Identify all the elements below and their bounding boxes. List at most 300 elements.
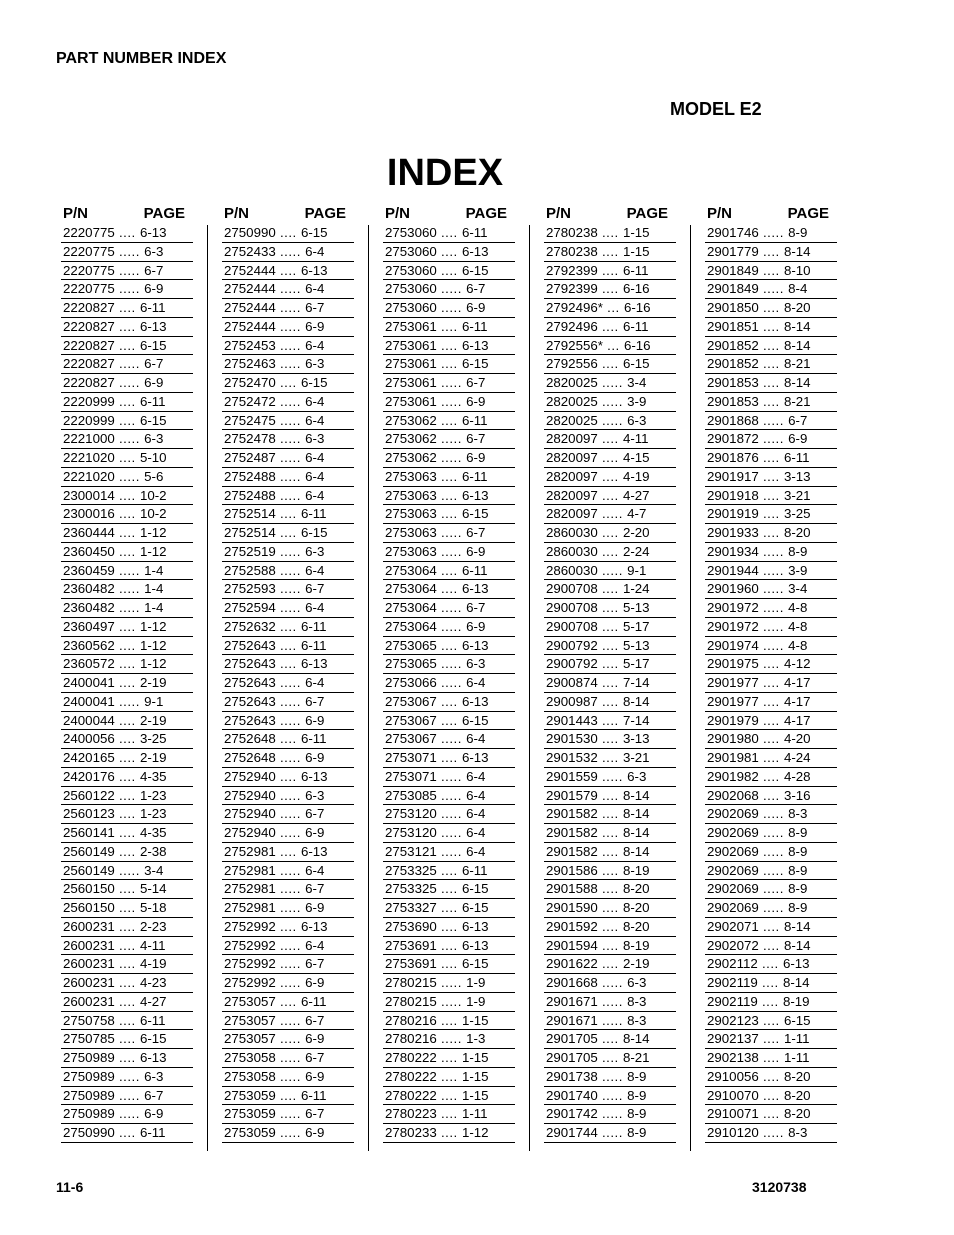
page-reference: 6-11 — [783, 450, 810, 465]
page-reference: 6-4 — [305, 562, 325, 578]
dot-leader: .... — [436, 862, 462, 878]
dot-leader: .... — [275, 918, 301, 934]
index-entry — [383, 505, 515, 524]
page-reference: 6-9 — [305, 1125, 325, 1140]
part-number: 2820097 — [546, 450, 598, 465]
part-number: 2752514 — [224, 525, 276, 540]
index-entry — [383, 430, 515, 449]
page-reference: 6-3 — [627, 975, 647, 990]
part-number: 2753120 — [385, 825, 437, 840]
index-entry — [383, 280, 515, 299]
part-number: 2753121 — [385, 843, 437, 859]
index-entry — [383, 974, 515, 993]
page-reference: 6-4 — [305, 937, 325, 953]
index-entry — [61, 899, 193, 918]
index-entry — [222, 262, 354, 281]
dot-leader: ..... — [114, 693, 145, 709]
part-number: 2753058 — [224, 1050, 276, 1065]
part-number: 2560149 — [63, 862, 115, 878]
dot-leader: ..... — [275, 243, 306, 259]
page-reference: 6-4 — [466, 675, 486, 690]
index-entry — [544, 505, 676, 524]
page-reference: 6-9 — [305, 750, 325, 765]
dot-leader: ..... — [436, 975, 467, 990]
dot-leader: .... — [758, 712, 784, 728]
index-entry — [61, 412, 193, 431]
pn-header: P/N — [385, 205, 411, 222]
page-reference: 8-3 — [627, 1012, 647, 1028]
dot-leader: ..... — [275, 450, 306, 465]
part-number: 2600231 — [63, 956, 115, 972]
column-divider — [690, 225, 691, 1151]
part-number: 2752594 — [224, 600, 276, 615]
page-reference: 5-13 — [622, 637, 650, 653]
page-reference: 8-14 — [622, 825, 650, 840]
dot-leader: ..... — [758, 562, 789, 578]
part-number: 2753060 — [385, 243, 437, 259]
part-number: 2753325 — [385, 881, 437, 897]
index-entry — [705, 937, 837, 956]
page-reference: 8-19 — [622, 862, 650, 878]
index-entry — [705, 374, 837, 393]
page-reference: 6-13 — [782, 956, 810, 972]
index-entry — [222, 374, 354, 393]
page-reference: 1-11 — [783, 1031, 810, 1047]
dot-leader: .... — [597, 693, 623, 709]
dot-leader: ..... — [758, 900, 789, 915]
index-entry — [61, 468, 193, 487]
page-reference: 6-11 — [300, 506, 327, 522]
index-entry — [544, 337, 676, 356]
dot-leader: .... — [436, 900, 462, 915]
dot-leader: .... — [275, 618, 301, 634]
dot-leader: ..... — [436, 281, 467, 297]
part-number: 2753061 — [385, 375, 437, 390]
part-number: 2752981 — [224, 881, 276, 897]
index-entry — [544, 355, 676, 374]
index-entry — [705, 449, 837, 468]
part-number: 2220827 — [63, 356, 115, 372]
dot-leader: .... — [436, 487, 462, 503]
part-number: 2860030 — [546, 525, 598, 540]
part-number: 2752940 — [224, 768, 276, 784]
part-number: 2901622 — [546, 956, 598, 972]
dot-leader: .... — [114, 225, 140, 240]
index-entry — [222, 1068, 354, 1087]
dot-leader: .... — [758, 1012, 784, 1028]
page-reference: 6-13 — [139, 318, 167, 334]
index-entry — [61, 937, 193, 956]
part-number: 2753064 — [385, 581, 437, 597]
page-reference: 6-11 — [300, 1087, 327, 1103]
index-column — [705, 204, 837, 1143]
index-entry — [705, 580, 837, 599]
index-entry — [383, 618, 515, 637]
page-reference: 6-4 — [305, 450, 325, 465]
dot-leader: .... — [436, 562, 462, 578]
page-reference: 6-7 — [305, 300, 325, 315]
part-number: 2910120 — [707, 1125, 759, 1140]
index-entry — [222, 430, 354, 449]
index-entry — [544, 262, 676, 281]
dot-leader: .... — [758, 487, 784, 503]
index-entry — [61, 805, 193, 824]
part-number: 2901972 — [707, 600, 759, 615]
index-entry — [705, 918, 837, 937]
part-number: 2792556* — [546, 337, 603, 353]
index-entry — [222, 693, 354, 712]
page-reference: 6-13 — [461, 637, 489, 653]
index-entry — [222, 599, 354, 618]
index-entry — [61, 393, 193, 412]
page-reference: 6-15 — [461, 506, 489, 522]
dot-leader: .... — [114, 1012, 140, 1028]
index-entry — [383, 880, 515, 899]
page-reference: 4-19 — [139, 956, 167, 972]
index-entry — [705, 1124, 837, 1143]
index-entry — [705, 805, 837, 824]
index-entry — [222, 768, 354, 787]
part-number: 2220827 — [63, 337, 115, 353]
part-number: 2753067 — [385, 693, 437, 709]
page-reference: 6-7 — [305, 1050, 325, 1065]
dot-leader: ..... — [275, 412, 306, 428]
part-number: 2221020 — [63, 450, 115, 465]
dot-leader: .... — [758, 750, 784, 765]
part-number: 2752643 — [224, 656, 276, 672]
part-number: 2753064 — [385, 618, 437, 634]
page-reference: 8-10 — [783, 262, 811, 278]
index-entry — [544, 974, 676, 993]
part-number: 2753067 — [385, 731, 437, 747]
dot-leader: .... — [114, 1050, 140, 1065]
page-reference: 6-13 — [461, 937, 489, 953]
part-number: 2910071 — [707, 1106, 759, 1122]
dot-leader: .... — [436, 881, 462, 897]
dot-leader: .... — [757, 956, 783, 972]
dot-leader: ... — [602, 337, 624, 353]
dot-leader: .... — [114, 675, 140, 690]
page-reference: 1-15 — [622, 225, 650, 240]
dot-leader: ..... — [597, 1087, 628, 1103]
part-number: 2753062 — [385, 450, 437, 465]
page-reference: 1-15 — [461, 1050, 489, 1065]
part-number: 2600231 — [63, 918, 115, 934]
dot-leader: .... — [275, 262, 301, 278]
index-entry — [544, 768, 676, 787]
dot-leader: ..... — [758, 412, 789, 428]
page-reference: 9-1 — [627, 562, 647, 578]
index-entry — [222, 487, 354, 506]
part-number: 2752992 — [224, 956, 276, 972]
page-reference: 6-13 — [461, 693, 489, 709]
page-reference: 6-11 — [461, 318, 488, 334]
index-entry — [222, 655, 354, 674]
page-reference: 6-15 — [461, 900, 489, 915]
dot-leader: .... — [114, 506, 140, 522]
index-entry — [383, 1030, 515, 1049]
page-reference: 6-11 — [300, 618, 327, 634]
dot-leader: ..... — [275, 1068, 306, 1084]
index-entry — [544, 543, 676, 562]
part-number: 2902069 — [707, 843, 759, 859]
dot-leader: .... — [758, 1087, 784, 1103]
dot-leader: ..... — [597, 1012, 628, 1028]
index-entry — [222, 862, 354, 881]
index-entry — [383, 337, 515, 356]
index-entry — [222, 562, 354, 581]
index-entry — [705, 468, 837, 487]
part-number: 2752433 — [224, 243, 276, 259]
dot-leader: .... — [597, 956, 623, 972]
part-number: 2753058 — [224, 1068, 276, 1084]
index-entry — [705, 637, 837, 656]
page-reference: 4-8 — [788, 618, 808, 634]
index-entry — [222, 355, 354, 374]
page-reference: 8-4 — [788, 281, 808, 297]
dot-leader: ..... — [114, 1087, 145, 1103]
page-reference: 8-9 — [788, 862, 808, 878]
part-number: 2753065 — [385, 637, 437, 653]
page-reference: 6-4 — [466, 843, 486, 859]
index-entry — [544, 412, 676, 431]
page-reference: 6-11 — [461, 412, 488, 428]
dot-leader: .... — [436, 956, 462, 972]
part-number: 2360497 — [63, 618, 115, 634]
index-entry — [705, 543, 837, 562]
dot-leader: ..... — [114, 562, 145, 578]
part-number: 2753063 — [385, 543, 437, 559]
index-column — [222, 204, 354, 1143]
index-entry — [383, 243, 515, 262]
page-reference: 6-7 — [305, 806, 325, 822]
page-reference: 6-4 — [305, 393, 325, 409]
dot-leader: .... — [757, 993, 783, 1009]
dot-leader: ..... — [597, 993, 628, 1009]
dot-leader: .... — [597, 843, 623, 859]
part-number: 2860030 — [546, 562, 598, 578]
part-number: 2300014 — [63, 487, 115, 503]
page-reference: 6-11 — [461, 468, 488, 484]
column-header — [61, 204, 193, 224]
part-number: 2300016 — [63, 506, 115, 522]
dot-leader: ..... — [436, 450, 467, 465]
dot-leader: .... — [597, 712, 623, 728]
index-entry — [383, 355, 515, 374]
page-reference: 6-15 — [139, 412, 167, 428]
page-reference: 4-35 — [139, 825, 167, 840]
part-number: 2901980 — [707, 731, 759, 747]
part-number: 2750785 — [63, 1031, 115, 1047]
dot-leader: ..... — [436, 675, 467, 690]
index-entry — [222, 337, 354, 356]
part-number: 2752632 — [224, 618, 276, 634]
part-number: 2780216 — [385, 1012, 437, 1028]
part-number: 2753061 — [385, 337, 437, 353]
page-reference: 6-4 — [305, 281, 325, 297]
part-number: 2902138 — [707, 1050, 759, 1065]
part-number: 2901977 — [707, 693, 759, 709]
index-entry — [383, 1124, 515, 1143]
index-entry — [61, 1105, 193, 1124]
index-entry — [544, 918, 676, 937]
page-reference: 1-12 — [139, 637, 167, 653]
index-entry — [61, 618, 193, 637]
part-number: 2910056 — [707, 1068, 759, 1084]
index-entry — [705, 224, 837, 243]
index-entry — [544, 843, 676, 862]
dot-leader: .... — [114, 712, 140, 728]
index-entry — [705, 824, 837, 843]
pn-header: P/N — [707, 205, 733, 222]
page-reference: 8-20 — [783, 1106, 811, 1122]
page-reference: 1-12 — [139, 525, 167, 540]
part-number: 2900708 — [546, 600, 598, 615]
page-reference: 7-14 — [622, 712, 650, 728]
page-reference: 8-20 — [783, 1087, 811, 1103]
dot-leader: ..... — [758, 637, 789, 653]
page-reference: 6-7 — [466, 375, 486, 390]
index-entry — [383, 843, 515, 862]
model-label: MODEL E2 — [670, 99, 762, 119]
part-number: 2560150 — [63, 881, 115, 897]
part-number: 2752444 — [224, 262, 276, 278]
part-number: 2753060 — [385, 225, 437, 240]
dot-leader: .... — [436, 1050, 462, 1065]
dot-leader: .... — [436, 1087, 462, 1103]
index-entry — [544, 824, 676, 843]
dot-leader: ..... — [758, 225, 789, 240]
dot-leader: .... — [597, 900, 623, 915]
index-entry — [222, 637, 354, 656]
dot-leader: ..... — [758, 600, 789, 615]
index-entry — [383, 262, 515, 281]
dot-leader: ..... — [275, 281, 306, 297]
page-reference: 8-14 — [783, 337, 811, 353]
dot-leader: .... — [114, 956, 140, 972]
index-entry — [61, 712, 193, 731]
index-entry — [61, 224, 193, 243]
part-number: 2753062 — [385, 431, 437, 447]
dot-leader: .... — [436, 918, 462, 934]
column-divider — [368, 225, 369, 1151]
page-reference: 6-7 — [466, 525, 486, 540]
index-entry — [383, 524, 515, 543]
index-entry — [544, 618, 676, 637]
index-entry — [544, 318, 676, 337]
index-column — [544, 204, 676, 1143]
dot-leader: .... — [436, 506, 462, 522]
dot-leader: ..... — [436, 993, 467, 1009]
dot-leader: .... — [436, 712, 462, 728]
part-number: 2753085 — [385, 787, 437, 803]
page-reference: 8-14 — [622, 806, 650, 822]
index-entry — [61, 280, 193, 299]
index-entry — [383, 580, 515, 599]
part-number: 2780215 — [385, 993, 437, 1009]
part-number: 2792496* — [546, 300, 603, 315]
part-number: 2901738 — [546, 1068, 598, 1084]
dot-leader: .... — [597, 618, 623, 634]
index-entry — [705, 243, 837, 262]
dot-leader: .... — [597, 731, 623, 747]
page-header: PAGE — [304, 205, 346, 222]
dot-leader: .... — [114, 768, 140, 784]
page-reference: 6-9 — [466, 543, 486, 559]
index-entry — [383, 674, 515, 693]
index-entry — [383, 712, 515, 731]
dot-leader: .... — [114, 543, 140, 559]
index-entry — [222, 243, 354, 262]
dot-leader: .... — [597, 543, 623, 559]
part-number: 2753063 — [385, 487, 437, 503]
index-entry — [705, 655, 837, 674]
index-entry — [383, 374, 515, 393]
index-entry — [61, 843, 193, 862]
page-reference: 6-11 — [300, 731, 327, 747]
page-reference: 1-3 — [466, 1031, 486, 1047]
part-number: 2900708 — [546, 618, 598, 634]
index-entry — [544, 730, 676, 749]
dot-leader: ..... — [436, 300, 467, 315]
part-number: 2901853 — [707, 375, 759, 390]
page-reference: 1-11 — [783, 1050, 810, 1065]
index-entry — [544, 280, 676, 299]
page-reference: 6-15 — [300, 525, 328, 540]
index-entry — [705, 337, 837, 356]
page-reference: 1-24 — [622, 581, 650, 597]
index-entry — [222, 280, 354, 299]
index-entry — [383, 937, 515, 956]
part-number: 2820097 — [546, 506, 598, 522]
part-number: 2750990 — [63, 1125, 115, 1140]
dot-leader: .... — [597, 787, 623, 803]
page-reference: 6-4 — [305, 243, 325, 259]
index-entry — [544, 805, 676, 824]
dot-leader: ..... — [275, 1050, 306, 1065]
index-entry — [61, 449, 193, 468]
part-number: 2750758 — [63, 1012, 115, 1028]
part-number: 2901744 — [546, 1125, 598, 1140]
part-number: 2753059 — [224, 1106, 276, 1122]
index-entry — [222, 974, 354, 993]
index-entry — [705, 899, 837, 918]
page-reference: 6-11 — [461, 862, 488, 878]
part-number: 2600231 — [63, 937, 115, 953]
page-reference: 3-4 — [788, 581, 808, 597]
part-number: 2400041 — [63, 675, 115, 690]
page-reference: 2-19 — [622, 956, 650, 972]
page-reference: 8-9 — [788, 843, 808, 859]
page-reference: 6-15 — [783, 1012, 811, 1028]
dot-leader: ..... — [436, 543, 467, 559]
part-number: 2221000 — [63, 431, 115, 447]
dot-leader: .... — [597, 600, 623, 615]
dot-leader: .... — [597, 637, 623, 653]
part-number: 2753061 — [385, 356, 437, 372]
dot-leader: .... — [114, 525, 140, 540]
index-entry — [61, 487, 193, 506]
part-number: 2753062 — [385, 412, 437, 428]
index-entry — [61, 655, 193, 674]
part-number: 2901919 — [707, 506, 759, 522]
page-reference: 6-15 — [461, 956, 489, 972]
part-number: 2780222 — [385, 1050, 437, 1065]
index-entry — [61, 674, 193, 693]
page-reference: 4-11 — [622, 431, 649, 447]
index-entry — [383, 693, 515, 712]
part-number: 2901532 — [546, 750, 598, 765]
